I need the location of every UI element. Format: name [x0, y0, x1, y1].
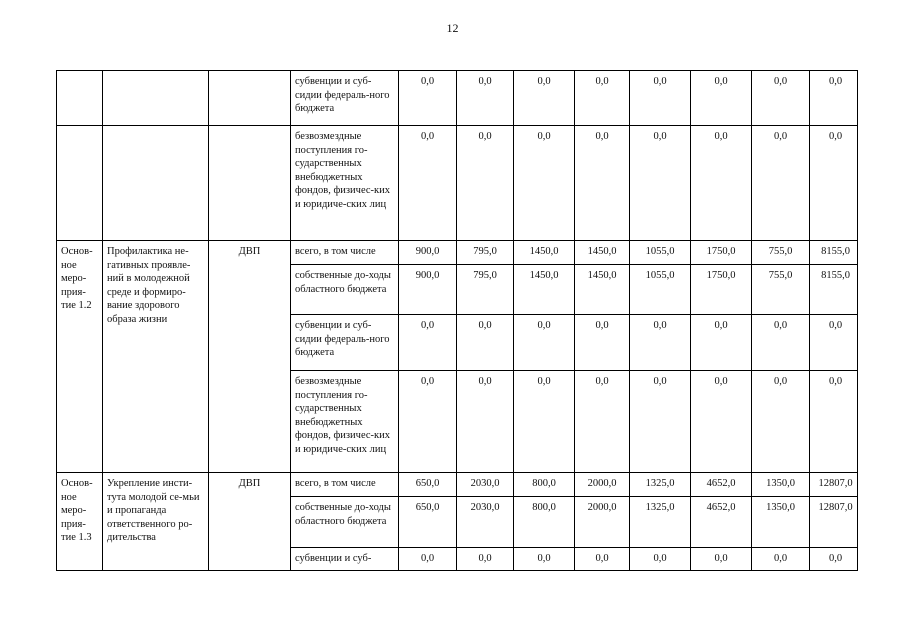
executor-cell: [209, 71, 291, 126]
value-cell: 0,0: [752, 71, 810, 126]
value-cell: 900,0: [399, 241, 457, 265]
value-cell: 0,0: [457, 126, 514, 241]
activity-cell: [57, 126, 103, 241]
value-cell: 1750,0: [691, 241, 752, 265]
value-cell: 0,0: [575, 315, 630, 371]
value-cell: 0,0: [575, 548, 630, 571]
value-cell: 0,0: [399, 371, 457, 473]
description-cell: [103, 126, 209, 241]
value-cell: 1325,0: [630, 497, 691, 548]
value-cell: 0,0: [810, 371, 858, 473]
value-cell: 795,0: [457, 265, 514, 315]
value-cell: 4652,0: [691, 497, 752, 548]
value-cell: 1325,0: [630, 473, 691, 497]
value-cell: 0,0: [810, 71, 858, 126]
value-cell: 0,0: [514, 71, 575, 126]
description-cell: [103, 71, 209, 126]
funding-source-cell: безвозмездные поступления го-сударственных внебюджетных фондов, физичес-ких и юридиче-ских лиц: [291, 371, 399, 473]
value-cell: 2000,0: [575, 497, 630, 548]
value-cell: 755,0: [752, 265, 810, 315]
value-cell: 0,0: [691, 548, 752, 571]
value-cell: 1055,0: [630, 265, 691, 315]
value-cell: 2000,0: [575, 473, 630, 497]
value-cell: 0,0: [691, 71, 752, 126]
value-cell: 0,0: [399, 71, 457, 126]
value-cell: 0,0: [457, 315, 514, 371]
value-cell: 0,0: [752, 126, 810, 241]
activity-cell: [57, 71, 103, 126]
page-number: 12: [446, 21, 459, 35]
value-cell: 795,0: [457, 241, 514, 265]
funding-source-cell: всего, в том числе: [291, 241, 399, 265]
executor-cell: ДВП: [209, 241, 291, 473]
value-cell: 0,0: [399, 548, 457, 571]
value-cell: 1055,0: [630, 241, 691, 265]
value-cell: 0,0: [514, 126, 575, 241]
table-row: [57, 241, 858, 265]
value-cell: 1450,0: [575, 265, 630, 315]
table-row: [57, 126, 858, 241]
funding-source-cell: субвенции и суб-: [291, 548, 399, 571]
value-cell: 0,0: [810, 126, 858, 241]
value-cell: 1350,0: [752, 473, 810, 497]
value-cell: 0,0: [399, 126, 457, 241]
value-cell: 650,0: [399, 497, 457, 548]
value-cell: 2030,0: [457, 473, 514, 497]
value-cell: 4652,0: [691, 473, 752, 497]
value-cell: 0,0: [752, 548, 810, 571]
value-cell: 0,0: [752, 371, 810, 473]
activity-cell: Основ-ное меро-прия-тие 1.3: [57, 473, 103, 571]
value-cell: 0,0: [630, 315, 691, 371]
value-cell: 0,0: [575, 126, 630, 241]
table-row: [57, 71, 858, 126]
value-cell: 2030,0: [457, 497, 514, 548]
value-cell: 800,0: [514, 497, 575, 548]
value-cell: 800,0: [514, 473, 575, 497]
value-cell: 900,0: [399, 265, 457, 315]
value-cell: 0,0: [630, 548, 691, 571]
value-cell: 8155,0: [810, 241, 858, 265]
funding-source-cell: собственные до-ходы областного бюджета: [291, 265, 399, 315]
value-cell: 755,0: [752, 241, 810, 265]
activity-cell: Основ-ное меро-прия-тие 1.2: [57, 241, 103, 473]
table-row: [57, 473, 858, 497]
value-cell: 0,0: [457, 371, 514, 473]
value-cell: 0,0: [810, 315, 858, 371]
description-cell: Укрепление инсти-тута молодой се-мьи и пропаганда ответственного ро-дительства: [103, 473, 209, 571]
value-cell: 0,0: [457, 71, 514, 126]
value-cell: 8155,0: [810, 265, 858, 315]
value-cell: 650,0: [399, 473, 457, 497]
funding-source-cell: собственные до-ходы областного бюджета: [291, 497, 399, 548]
value-cell: 0,0: [457, 548, 514, 571]
value-cell: 1750,0: [691, 265, 752, 315]
value-cell: 12807,0: [810, 497, 858, 548]
value-cell: 0,0: [630, 71, 691, 126]
value-cell: 1450,0: [514, 241, 575, 265]
value-cell: 0,0: [575, 71, 630, 126]
executor-cell: [209, 126, 291, 241]
value-cell: 0,0: [691, 371, 752, 473]
funding-source-cell: всего, в том числе: [291, 473, 399, 497]
value-cell: 0,0: [514, 548, 575, 571]
value-cell: 1350,0: [752, 497, 810, 548]
value-cell: 12807,0: [810, 473, 858, 497]
value-cell: 0,0: [630, 126, 691, 241]
value-cell: 0,0: [691, 315, 752, 371]
value-cell: 0,0: [399, 315, 457, 371]
funding-source-cell: безвозмездные поступления го-сударственных внебюджетных фондов, физичес-ких и юридиче-ских лиц: [291, 126, 399, 241]
value-cell: 0,0: [630, 371, 691, 473]
value-cell: 1450,0: [514, 265, 575, 315]
value-cell: 0,0: [514, 371, 575, 473]
value-cell: 0,0: [691, 126, 752, 241]
executor-cell: ДВП: [209, 473, 291, 571]
value-cell: 0,0: [514, 315, 575, 371]
value-cell: 0,0: [752, 315, 810, 371]
value-cell: 0,0: [810, 548, 858, 571]
budget-table-body: [57, 71, 858, 571]
budget-table: [56, 70, 858, 571]
value-cell: 1450,0: [575, 241, 630, 265]
description-cell: Профилактика не-гативных проявле-ний в молодежной среде и формиро-вание здорового образа жизни: [103, 241, 209, 473]
funding-source-cell: субвенции и суб-сидии федераль-ного бюджета: [291, 315, 399, 371]
funding-source-cell: субвенции и суб-сидии федераль-ного бюджета: [291, 71, 399, 126]
value-cell: 0,0: [575, 371, 630, 473]
